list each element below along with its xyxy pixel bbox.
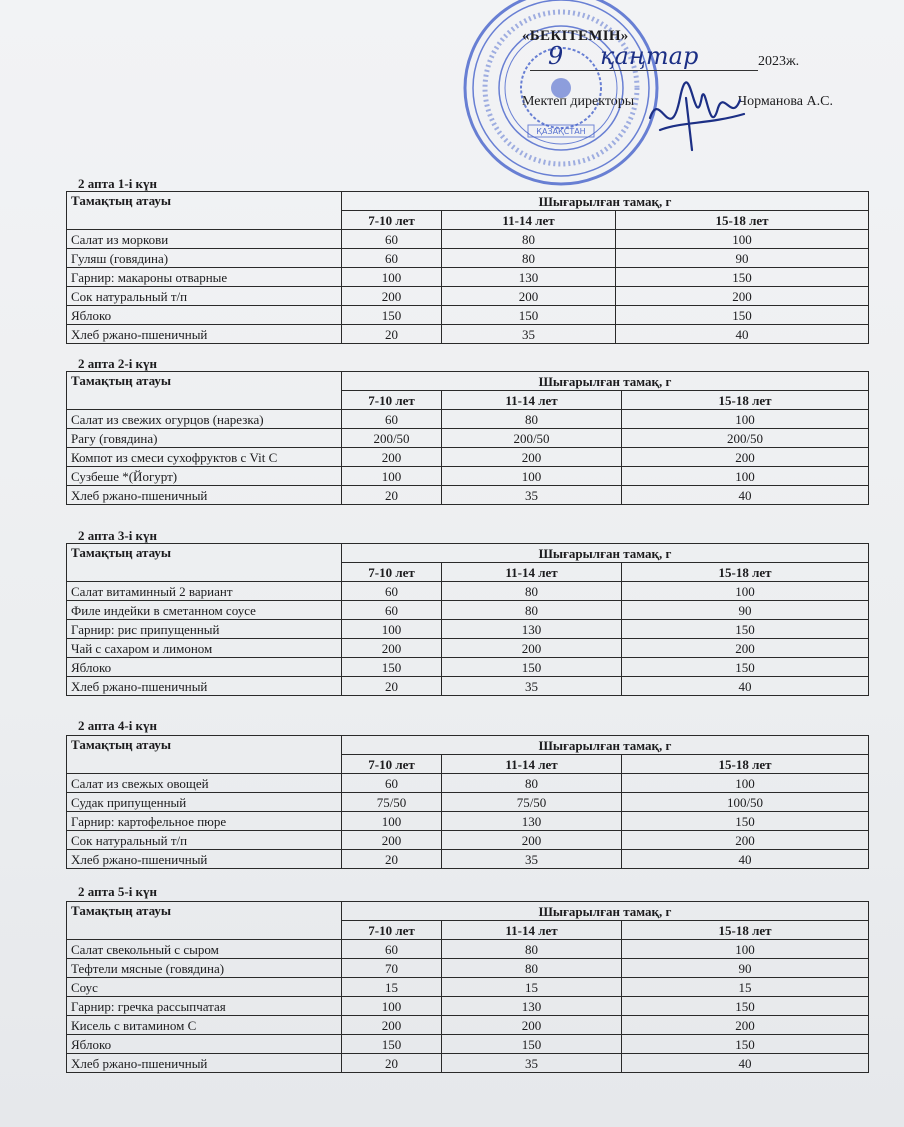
table-row [67, 774, 869, 793]
portion-15-18: 90 [616, 249, 869, 268]
portion-11-14: 150 [442, 306, 616, 325]
portion-15-18: 150 [622, 1035, 869, 1054]
table-row [67, 959, 869, 978]
portion-11-14: 35 [442, 677, 622, 696]
table-row [67, 658, 869, 677]
portion-7-10: 20 [342, 850, 442, 869]
column-header-age-11-14: 11-14 лет [442, 563, 622, 582]
portion-15-18: 40 [622, 486, 869, 505]
portion-15-18: 150 [622, 658, 869, 677]
day-1-table [66, 191, 869, 344]
portion-7-10: 60 [342, 410, 442, 429]
day-4-table [66, 735, 869, 869]
portion-11-14: 200/50 [442, 429, 622, 448]
dish-name: Хлеб ржано-пшеничный [67, 1054, 342, 1073]
dish-name: Рагу (говядина) [67, 429, 342, 448]
table-row [67, 306, 869, 325]
portion-15-18: 40 [616, 325, 869, 344]
portion-7-10: 20 [342, 486, 442, 505]
table-row [67, 429, 869, 448]
portion-11-14: 150 [442, 658, 622, 677]
portion-11-14: 35 [442, 850, 622, 869]
table-row [67, 620, 869, 639]
column-header-age-15-18: 15-18 лет [622, 921, 869, 940]
dish-name: Гарнир: макароны отварные [67, 268, 342, 287]
portion-11-14: 200 [442, 448, 622, 467]
portion-7-10: 200/50 [342, 429, 442, 448]
portion-7-10: 100 [342, 467, 442, 486]
dish-name: Гарнир: рис припущенный [67, 620, 342, 639]
portion-7-10: 200 [342, 1016, 442, 1035]
dish-name: Хлеб ржано-пшеничный [67, 850, 342, 869]
table-row [67, 812, 869, 831]
portion-7-10: 60 [342, 774, 442, 793]
table-row [67, 249, 869, 268]
day-5-title: 2 апта 5-і күн [78, 884, 158, 899]
portion-11-14: 100 [442, 467, 622, 486]
table-row [67, 582, 869, 601]
table-row [67, 486, 869, 505]
column-header-dish: Тамақтың атауы [67, 372, 342, 410]
portion-15-18: 90 [622, 601, 869, 620]
portion-11-14: 200 [442, 1016, 622, 1035]
portion-11-14: 80 [442, 774, 622, 793]
portion-7-10: 200 [342, 287, 442, 306]
table-row [67, 978, 869, 997]
column-header-dish: Тамақтың атауы [67, 902, 342, 940]
dish-name: Гуляш (говядина) [67, 249, 342, 268]
dish-name: Салат витаминный 2 вариант [67, 582, 342, 601]
portion-11-14: 35 [442, 325, 616, 344]
dish-name: Филе индейки в сметанном соусе [67, 601, 342, 620]
portion-11-14: 130 [442, 620, 622, 639]
dish-name: Сок натуральный т/п [67, 287, 342, 306]
portion-7-10: 100 [342, 997, 442, 1016]
portion-11-14: 80 [442, 582, 622, 601]
table-row [67, 1035, 869, 1054]
day-1-title: 2 апта 1-і күн [78, 176, 158, 191]
dish-name: Чай с сахаром и лимоном [67, 639, 342, 658]
portion-15-18: 200 [622, 639, 869, 658]
table-row [67, 1016, 869, 1035]
portion-7-10: 60 [342, 601, 442, 620]
portion-7-10: 75/50 [342, 793, 442, 812]
portion-15-18: 90 [622, 959, 869, 978]
dish-name: Сузбеше *(Йогурт) [67, 467, 342, 486]
column-header-output: Шығарылған тамақ, г [342, 902, 869, 921]
portion-15-18: 200 [622, 1016, 869, 1035]
portion-11-14: 35 [442, 486, 622, 505]
portion-11-14: 35 [442, 1054, 622, 1073]
column-header-output: Шығарылған тамақ, г [342, 372, 869, 391]
director-label: Мектеп директоры [522, 94, 635, 109]
dish-name: Яблоко [67, 658, 342, 677]
dish-name: Компот из смеси сухофруктов с Vit C [67, 448, 342, 467]
day-3-title: 2 апта 3-і күн [78, 528, 158, 543]
portion-15-18: 100 [622, 774, 869, 793]
portion-15-18: 200 [616, 287, 869, 306]
dish-name: Салат из свежых овощей [67, 774, 342, 793]
portion-15-18: 150 [616, 268, 869, 287]
dish-name: Хлеб ржано-пшеничный [67, 677, 342, 696]
table-row [67, 1054, 869, 1073]
day-5-table [66, 901, 869, 1073]
table-row [67, 287, 869, 306]
column-header-age-7-10: 7-10 лет [342, 211, 442, 230]
column-header-age-15-18: 15-18 лет [622, 563, 869, 582]
table-row [67, 677, 869, 696]
portion-7-10: 60 [342, 582, 442, 601]
portion-7-10: 60 [342, 249, 442, 268]
day-4-title: 2 апта 4-і күн [78, 718, 158, 733]
column-header-age-15-18: 15-18 лет [622, 391, 869, 410]
portion-7-10: 150 [342, 1035, 442, 1054]
day-2-table [66, 371, 869, 505]
portion-11-14: 80 [442, 230, 616, 249]
portion-15-18: 150 [622, 620, 869, 639]
column-header-age-11-14: 11-14 лет [442, 391, 622, 410]
table-row [67, 997, 869, 1016]
portion-15-18: 100 [622, 410, 869, 429]
column-header-age-15-18: 15-18 лет [616, 211, 869, 230]
portion-11-14: 80 [442, 601, 622, 620]
column-header-age-7-10: 7-10 лет [342, 921, 442, 940]
dish-name: Хлеб ржано-пшеничный [67, 325, 342, 344]
portion-11-14: 200 [442, 287, 616, 306]
day-2-title: 2 апта 2-і күн [78, 356, 158, 371]
dish-name: Судак припущенный [67, 793, 342, 812]
dish-name: Салат из моркови [67, 230, 342, 249]
dish-name: Салат из свежих огурцов (нарезка) [67, 410, 342, 429]
column-header-age-7-10: 7-10 лет [342, 563, 442, 582]
portion-7-10: 15 [342, 978, 442, 997]
portion-11-14: 200 [442, 831, 622, 850]
director-name: Чорманова А.С. [738, 94, 833, 109]
column-header-dish: Тамақтың атауы [67, 544, 342, 582]
column-header-age-7-10: 7-10 лет [342, 391, 442, 410]
portion-7-10: 150 [342, 658, 442, 677]
table-row [67, 410, 869, 429]
portion-7-10: 60 [342, 940, 442, 959]
portion-15-18: 200 [622, 831, 869, 850]
table-row [67, 601, 869, 620]
column-header-output: Шығарылған тамақ, г [342, 544, 869, 563]
dish-name: Яблоко [67, 306, 342, 325]
table-row [67, 325, 869, 344]
portion-15-18: 200/50 [622, 429, 869, 448]
portion-7-10: 150 [342, 306, 442, 325]
portion-7-10: 100 [342, 268, 442, 287]
portion-15-18: 15 [622, 978, 869, 997]
stamp-text: ҚАЗАҚСТАН [536, 127, 586, 136]
column-header-age-7-10: 7-10 лет [342, 755, 442, 774]
dish-name: Хлеб ржано-пшеничный [67, 486, 342, 505]
column-header-dish: Тамақтың атауы [67, 192, 342, 230]
portion-7-10: 20 [342, 1054, 442, 1073]
portion-11-14: 130 [442, 812, 622, 831]
column-header-dish: Тамақтың атауы [67, 736, 342, 774]
column-header-output: Шығарылған тамақ, г [342, 192, 869, 211]
portion-7-10: 200 [342, 831, 442, 850]
dish-name: Кисель с витамином С [67, 1016, 342, 1035]
table-row [67, 940, 869, 959]
portion-11-14: 200 [442, 639, 622, 658]
dish-name: Салат свекольный с сыром [67, 940, 342, 959]
portion-7-10: 70 [342, 959, 442, 978]
portion-11-14: 15 [442, 978, 622, 997]
portion-15-18: 100 [622, 940, 869, 959]
approval-heading: «БЕКІТЕМІН» [522, 28, 629, 44]
portion-11-14: 130 [442, 997, 622, 1016]
table-row [67, 268, 869, 287]
portion-15-18: 100 [622, 582, 869, 601]
table-row [67, 467, 869, 486]
dish-name: Гарнир: гречка рассыпчатая [67, 997, 342, 1016]
portion-15-18: 100 [616, 230, 869, 249]
approval-year: 2023ж. [758, 54, 800, 69]
portion-11-14: 80 [442, 410, 622, 429]
portion-7-10: 20 [342, 325, 442, 344]
portion-11-14: 80 [442, 249, 616, 268]
day-3-table [66, 543, 869, 696]
table-row [67, 793, 869, 812]
portion-15-18: 40 [622, 1054, 869, 1073]
portion-15-18: 100/50 [622, 793, 869, 812]
portion-7-10: 200 [342, 448, 442, 467]
portion-7-10: 200 [342, 639, 442, 658]
portion-15-18: 100 [622, 467, 869, 486]
portion-11-14: 80 [442, 959, 622, 978]
director-signature [640, 78, 750, 158]
portion-7-10: 100 [342, 620, 442, 639]
dish-name: Гарнир: картофельное пюре [67, 812, 342, 831]
column-header-age-15-18: 15-18 лет [622, 755, 869, 774]
portion-11-14: 150 [442, 1035, 622, 1054]
portion-11-14: 75/50 [442, 793, 622, 812]
portion-15-18: 150 [622, 812, 869, 831]
column-header-age-11-14: 11-14 лет [442, 755, 622, 774]
table-row [67, 850, 869, 869]
portion-15-18: 40 [622, 677, 869, 696]
dish-name: Тефтели мясные (говядина) [67, 959, 342, 978]
dish-name: Сок натуральный т/п [67, 831, 342, 850]
portion-15-18: 150 [616, 306, 869, 325]
column-header-output: Шығарылған тамақ, г [342, 736, 869, 755]
table-row [67, 448, 869, 467]
handwritten-month: қаңтар [600, 42, 699, 70]
portion-11-14: 80 [442, 940, 622, 959]
portion-7-10: 100 [342, 812, 442, 831]
portion-15-18: 200 [622, 448, 869, 467]
portion-7-10: 60 [342, 230, 442, 249]
dish-name: Яблоко [67, 1035, 342, 1054]
portion-15-18: 150 [622, 997, 869, 1016]
portion-7-10: 20 [342, 677, 442, 696]
portion-11-14: 130 [442, 268, 616, 287]
column-header-age-11-14: 11-14 лет [442, 921, 622, 940]
column-header-age-11-14: 11-14 лет [442, 211, 616, 230]
portion-15-18: 40 [622, 850, 869, 869]
table-row [67, 831, 869, 850]
dish-name: Соус [67, 978, 342, 997]
table-row [67, 639, 869, 658]
handwritten-day: 9 [548, 42, 564, 70]
table-row [67, 230, 869, 249]
